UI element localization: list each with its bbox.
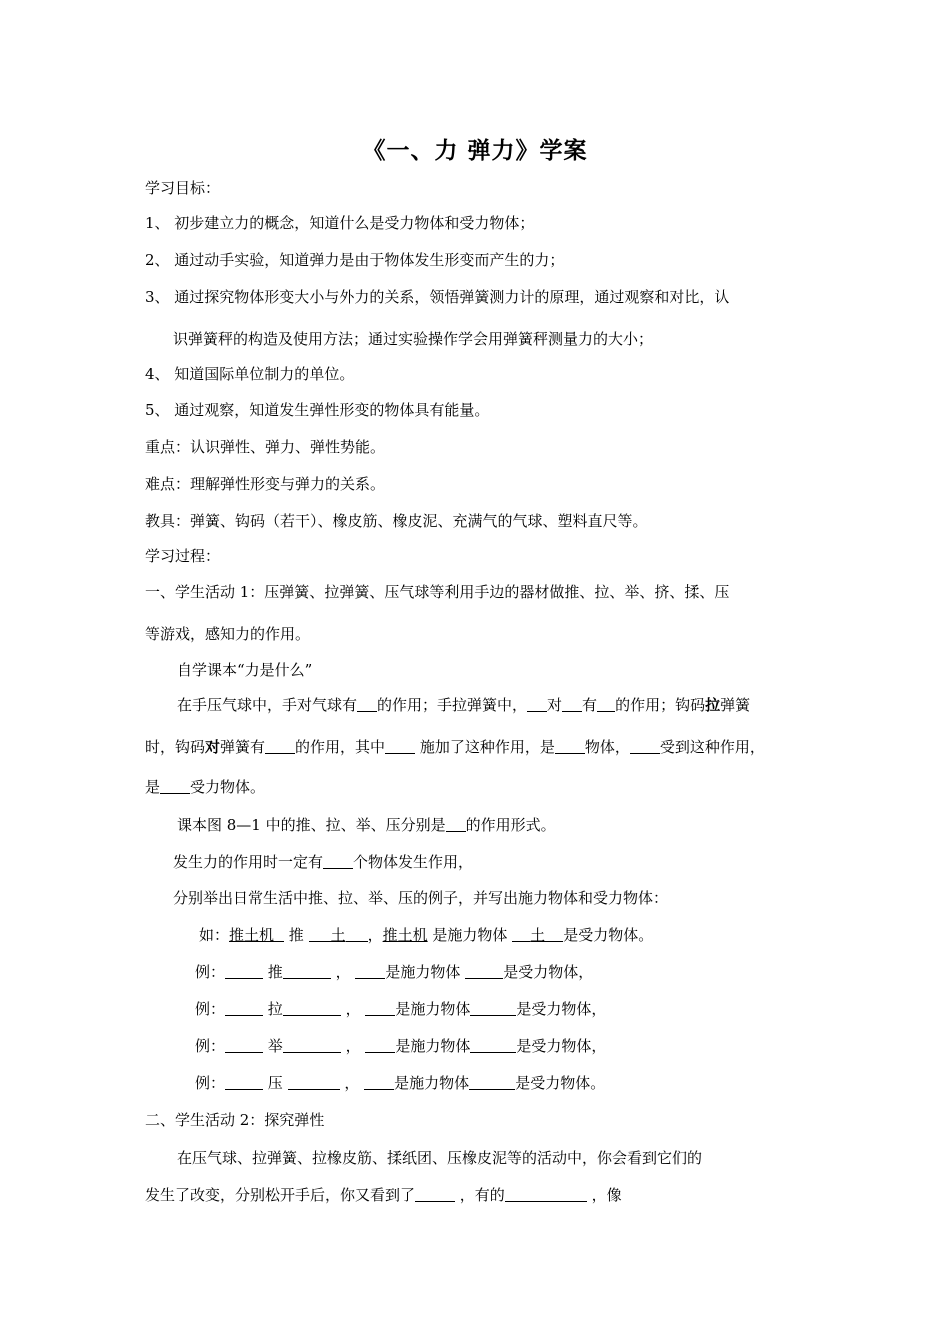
answer-blank[interactable] [365, 1000, 395, 1016]
document-title: 《一、力 弹力》学案 [362, 138, 588, 164]
answer-blank[interactable] [225, 1000, 263, 1016]
must-question [173, 852, 473, 872]
sample-giver: 推土机 [229, 926, 275, 944]
text-segment: 的作用，其中 [295, 738, 386, 756]
answer-blank [309, 926, 331, 942]
answer-blank[interactable] [562, 696, 582, 712]
text-segment: 的作用；钩码 [615, 696, 706, 714]
text-segment: 的作用形式。 [465, 816, 556, 834]
answer-blank[interactable] [365, 1037, 395, 1053]
example-verb: 举 [267, 1037, 283, 1055]
example-comma: ， [335, 963, 351, 981]
text-segment: 的作用；手拉弹簧中， [377, 696, 528, 714]
example-verb: 拉 [267, 1000, 283, 1018]
example-receiver-text: 是受力物体， [516, 1000, 607, 1018]
text-segment: ， [367, 926, 383, 944]
answer-blank[interactable] [446, 816, 466, 832]
text-segment: 弹簧 [720, 696, 751, 714]
sample-receiver: 土 [530, 926, 546, 944]
text-segment: 受到这种作用， [659, 738, 765, 756]
text-segment: ，像 [591, 1186, 622, 1204]
example-verb: 推 [267, 963, 283, 981]
text-segment: 如： [199, 926, 230, 944]
example-verb: 压 [267, 1074, 283, 1092]
text-segment: 物体， [584, 738, 630, 756]
answer-blank[interactable] [225, 1037, 263, 1053]
text-segment: 对 [547, 696, 563, 714]
examples-intro: 分别举出日常生活中推、拉、举、压的例子，并写出施力物体和受力物体： [173, 889, 669, 907]
text-segment-bold: 对 [205, 738, 221, 756]
text-segment: 推 [284, 926, 309, 944]
answer-blank[interactable] [283, 1000, 341, 1016]
answer-blank[interactable] [527, 696, 547, 712]
figure-question [177, 815, 556, 835]
difficulty: 难点：理解弹性形变与弹力的关系。 [145, 475, 386, 493]
objective-4: 4、 知道国际单位制力的单位。 [145, 365, 355, 383]
objective-5: 5、 通过观察，知道发生弹性形变的物体具有能量。 [145, 401, 490, 419]
example-comma: ， [344, 1074, 360, 1092]
answer-blank[interactable] [283, 1037, 341, 1053]
answer-blank[interactable] [357, 696, 377, 712]
example-label: 例： [195, 1000, 226, 1018]
text-segment: 有 [582, 696, 598, 714]
text-segment: 弹簧有 [220, 738, 266, 756]
example-receiver-text: 是受力物体， [516, 1037, 607, 1055]
answer-blank[interactable] [288, 1074, 340, 1090]
key-point: 重点：认识弹性、弹力、弹性势能。 [145, 438, 386, 456]
example-label: 例： [195, 1074, 226, 1092]
answer-blank[interactable] [415, 1186, 455, 1202]
objective-1: 1、 初步建立力的概念，知道什么是受力物体和受力物体； [145, 214, 535, 232]
answer-blank [545, 926, 563, 942]
text-segment: 发生了改变，分别松开手后，你又看到了 [145, 1186, 416, 1204]
activity1-line2: 等游戏，感知力的作用。 [145, 625, 311, 643]
answer-blank[interactable] [385, 738, 415, 754]
answer-blank[interactable] [364, 1074, 394, 1090]
text-segment: 受力物体。 [190, 778, 266, 796]
text-segment: 个物体发生作用， [353, 853, 474, 871]
text-segment: 施加了这种作用，是 [415, 738, 555, 756]
answer-blank[interactable] [465, 963, 503, 979]
sample-receiver: 土 [330, 926, 346, 944]
answer-blank[interactable] [283, 963, 331, 979]
objective-3-continued: 识弹簧秤的构造及使用方法；通过实验操作学会用弹簧秤测量力的大小； [173, 330, 654, 348]
answer-blank[interactable] [470, 1000, 516, 1016]
answer-blank [274, 926, 284, 942]
example-giver-text: 是施力物体 [395, 1037, 471, 1055]
example-label: 例： [195, 1037, 226, 1055]
fill-paragraph-line1 [177, 695, 750, 715]
answer-blank[interactable] [505, 1186, 587, 1202]
example-receiver-text: 是受力物体， [503, 963, 594, 981]
answer-blank[interactable] [225, 963, 263, 979]
answer-blank[interactable] [323, 853, 353, 869]
answer-blank[interactable] [265, 738, 295, 754]
activity1-line1: 一、学生活动 1：压弹簧、拉弹簧、压气球等利用手边的器材做推、拉、举、挤、揉、压 [145, 583, 730, 601]
objectives-heading: 学习目标： [145, 179, 221, 197]
activity2-line1: 在压气球、拉弹簧、拉橡皮筋、揉纸团、压橡皮泥等的活动中，你会看到它们的 [177, 1149, 703, 1167]
activity2-heading: 二、学生活动 2：探究弹性 [145, 1111, 325, 1129]
answer-blank[interactable] [597, 696, 615, 712]
sample-example [199, 925, 653, 945]
answer-blank[interactable] [160, 778, 190, 794]
text-segment: 时，钩码 [145, 738, 206, 756]
activity2-line2 [145, 1185, 622, 1205]
fill-paragraph-line2 [145, 737, 765, 757]
text-segment: 课本图 8—1 中的推、拉、举、压分别是 [177, 816, 446, 834]
example-comma: ， [345, 1000, 361, 1018]
text-segment: 在手压气球中，手对气球有 [177, 696, 358, 714]
materials: 教具：弹簧、钩码（若干）、橡皮筋、橡皮泥、充满气的气球、塑料直尺等。 [145, 512, 648, 530]
example-row-press [195, 1073, 605, 1093]
example-giver-text: 是施力物体 [394, 1074, 470, 1092]
text-segment: 是施力物体 [427, 926, 513, 944]
text-segment: ，有的 [459, 1186, 505, 1204]
answer-blank [512, 926, 530, 942]
objective-3: 3、 通过探究物体形变大小与外力的关系，领悟弹簧测力计的原理，通过观察和对比，认 [145, 288, 730, 306]
answer-blank[interactable] [469, 1074, 515, 1090]
answer-blank[interactable] [225, 1074, 263, 1090]
example-row-lift [195, 1036, 606, 1056]
example-giver-text: 是施力物体 [385, 963, 461, 981]
example-row-pull [195, 999, 606, 1019]
text-segment: 是受力物体。 [563, 926, 654, 944]
answer-blank[interactable] [630, 738, 660, 754]
example-label: 例： [195, 963, 226, 981]
answer-blank[interactable] [355, 963, 385, 979]
self-study-prompt: 自学课本“力是什么” [177, 661, 313, 679]
text-segment: 是 [145, 778, 161, 796]
answer-blank[interactable] [555, 738, 585, 754]
text-segment-bold: 拉 [705, 696, 721, 714]
example-row-push [195, 962, 593, 982]
fill-paragraph-line3 [145, 777, 265, 797]
text-segment: 发生力的作用时一定有 [173, 853, 324, 871]
example-receiver-text: 是受力物体。 [515, 1074, 606, 1092]
answer-blank [346, 926, 368, 942]
example-giver-text: 是施力物体 [395, 1000, 471, 1018]
objective-2: 2、 通过动手实验，知道弹力是由于物体发生形变而产生的力； [145, 251, 565, 269]
answer-blank[interactable] [470, 1037, 516, 1053]
sample-giver: 推土机 [382, 926, 428, 944]
example-comma: ， [345, 1037, 361, 1055]
process-heading: 学习过程： [145, 547, 221, 565]
